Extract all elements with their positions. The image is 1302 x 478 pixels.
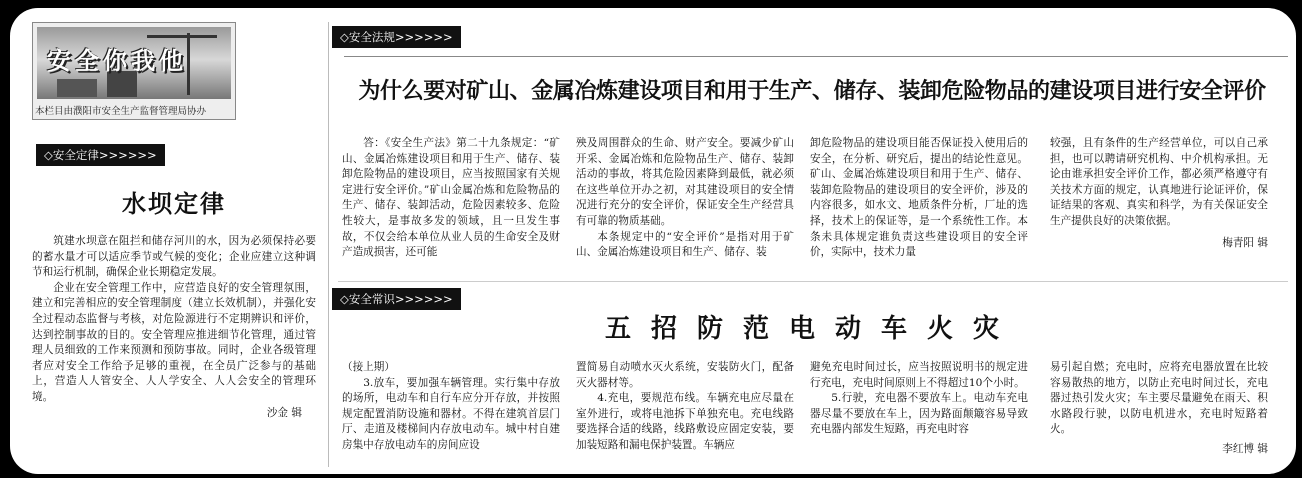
editor-credit: 李红博 辑 <box>1222 442 1268 455</box>
tag-safety-knowledge: ◇安全常识>>>>>> <box>332 288 461 310</box>
safety-article-title: 五招防范电动车火灾 <box>604 314 1019 344</box>
paragraph: 4.充电，要规范布线。车辆充电应尽量在室外进行，或将电池拆下单独充电。充电线路要选择合适的线路，线路敷设应固定安装，要加装短路和漏电保护装置。车辆应 <box>576 392 794 451</box>
paragraph: 较强，且有条件的生产经营单位，可以自己承担，也可以聘请研究机构、中介机构承担。无论由谁承担安全评价工作，都必须严格遵守有关技术方面的规定，认真地进行论证评价，保证结果的客观、真实和科学，为有关保证安全生产提供良好的决策依据。 <box>1050 137 1268 227</box>
safety-column-3 <box>810 360 1028 438</box>
paragraph: 卸危险物品的建设项目能否保证投入使用后的安全，在分析、研究后，提出的结论性意见。矿山、金属冶炼建设项目和用于生产、储存、装卸危险物品的建设项目的安全评价，涉及的内容很多，如水文、地质条件分析，厂址的选择，技术上的保证等，是一个系统性工作。本条未具体规定谁负责这些建设项目的安全评价，实际中，技术力量 <box>810 137 1028 259</box>
paragraph: 避免充电时间过长，应当按照说明书的规定进行充电，充电时间原则上不得超过10个小时。 <box>810 361 1028 389</box>
paragraph: 殃及周围群众的生命、财产安全。要减少矿山开采、金属冶炼和危险物品生产、储存、装卸活动的事故，将其危险因素降到最低，就必须在这些单位开办之初，对其建设项目的安全情况进行充分的安全评价，保证安全生产经营具有可靠的物质基础。 <box>576 137 794 227</box>
column-masthead <box>32 22 236 120</box>
tag-safety-law-principle: ◇安全定律>>>>>> <box>36 144 165 166</box>
masthead-image <box>37 27 231 99</box>
paragraph: 5.行驶，充电器不要放车上。电动车充电器尽量不要放在车上，因为路面颠簸容易导致充电器内部发生短路，再充电时容 <box>810 392 1028 436</box>
editor-credit: 梅青阳 辑 <box>1222 236 1268 249</box>
law-article-title: 为什么要对矿山、金属冶炼建设项目和用于生产、储存、装卸危险物品的建设项目进行安全评价 <box>358 79 1266 104</box>
newspaper-page <box>10 8 1296 474</box>
law-column-4 <box>1050 136 1268 251</box>
section-divider <box>338 281 1288 282</box>
safety-column-1 <box>342 360 560 454</box>
editor-credit: 沙金 辑 <box>266 406 302 419</box>
masthead-title: 安全你我他 <box>47 47 187 75</box>
left-article-body <box>32 234 316 421</box>
law-column-2 <box>576 136 794 261</box>
safety-column-2 <box>576 360 794 454</box>
top-rule <box>344 56 1288 57</box>
safety-column-4 <box>1050 360 1268 458</box>
paragraph: 筑建水坝意在阻拦和储存河川的水，因为必须保持必要的蓄水量才可以适应季节或气候的变化；企业应建立这种调节和运行机制，确保企业长期稳定发展。 <box>32 235 316 279</box>
paragraph: 置简易自动喷水灭火系统，安装防火门，配备灭火器材等。 <box>576 361 794 389</box>
paragraph: 易引起自燃；充电时，应将充电器放置在比较容易散热的地方，以防止充电时间过长，充电器过热引发火灾；车主要尽量避免在雨天、积水路段行驶，以防电机进水，充电时短路着火。 <box>1050 361 1268 436</box>
paragraph: 3.放车，要加强车辆管理。实行集中存放的场所，电动车和自行车应分开存放，并按照规定配置消防设施和器材。不得在建筑首层门厅、走道及楼梯间内存放电动车。城中村自建房集中存放电动车的房间应设 <box>342 376 560 451</box>
paragraph: （接上期） <box>342 361 395 373</box>
masthead-subtitle: 本栏目由濮阳市安全生产监督管理局协办 <box>35 106 207 117</box>
law-column-1 <box>342 136 560 261</box>
tag-safety-regulations: ◇安全法规>>>>>> <box>332 26 461 48</box>
paragraph: 答：《安全生产法》第二十九条规定：“矿山、金属冶炼建设项目和用于生产、储存、装卸危险物品的建设项目，应当按照国家有关规定进行安全评价。”矿山金属冶炼和危险物品的生产、储存、装卸活动，危险因素较多、危险性较大，是事故多发的领域，且一旦发生事故，不仅会给本单位从业人员的生命安全及财产造成损害，还可能 <box>342 137 560 259</box>
law-column-3 <box>810 136 1028 261</box>
column-divider <box>328 22 329 467</box>
paragraph: 企业在安全管理工作中，应营造良好的安全管理氛围，建立和完善相应的安全管理制度（建立长效机制），并强化安全过程动态监督与考核，对危险源进行不定期辨识和评价，达到控制事故的目的。安全管理应推进细节化管理，通过管理人员细致的工作来预测和预防事故。同时，企业各级管理者应对安全工作给予足够的重视，在全员广泛参与的基础上，营造人人管安全、人人学安全、人人会安全的管理环境。 <box>32 281 316 403</box>
left-article-title: 水坝定律 <box>122 190 226 218</box>
paragraph: 本条规定中的“安全评价”是指对用于矿山、金属冶炼建设项目和生产、储存、装 <box>576 230 794 259</box>
